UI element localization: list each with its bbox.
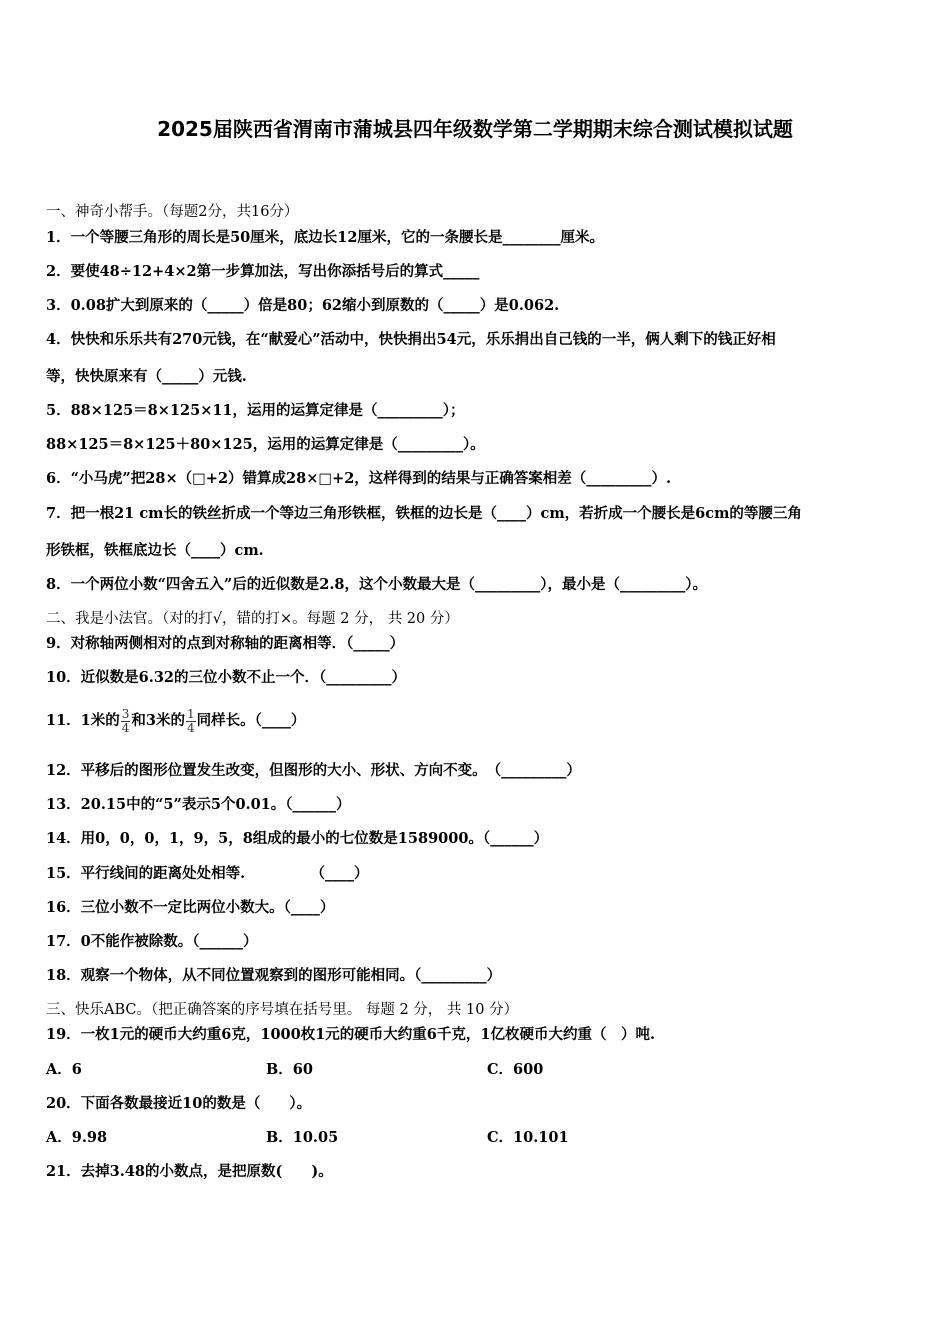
question-12: 12．平移后的图形位置发生改变，但图形的大小、形状、方向不变。 （_________） [46, 762, 581, 779]
section-heading-3: 三、快乐ABC。（把正确答案的序号填在括号里。 每题 2 分， 共 10 分） [46, 1002, 519, 1018]
question-10: 10．近似数是6.32的三位小数不止一个．（_________） [46, 669, 406, 686]
fraction-three-quarters: $\frac{3}{4}$ [121, 706, 130, 735]
q20-option-a: A．9.98 [46, 1129, 108, 1146]
q19-option-a: A．6 [46, 1061, 82, 1078]
question-16: 16．三位小数不一定比两位小数大。（____） [46, 899, 335, 916]
question-5-line-1: 5．88×125＝8×125×11，运用的运算定律是（_________）； [46, 402, 465, 419]
question-11-middle: 和3米的 [131, 712, 186, 729]
question-11-prefix: 11．1米的 [46, 712, 120, 729]
question-5-line-2: 88×125＝8×125＋80×125，运用的运算定律是（_________）。 [46, 436, 485, 453]
section-heading-2: 二、我是小法官。（对的打√，错的打×。每题 2 分， 共 20 分） [46, 611, 459, 627]
question-19: 19．一枚1元的硬币大约重6克，1000枚1元的硬币大约重6千克，1亿枚硬币大约重（ ）吨. [46, 1026, 656, 1043]
question-6: 6．“小马虎”把28×（□+2）错算成28×□+2，这样得到的结果与正确答案相差（_________）. [46, 470, 672, 487]
question-11 [46, 706, 305, 736]
question-1: 1．一个等腰三角形的周长是50厘米，底边长12厘米，它的一条腰长是________厘米。 [46, 229, 604, 246]
question-7-line-1: 7．把一根21 cm长的铁丝折成一个等边三角形铁框，铁框的边长是（____）cm，若折成一个腰长是6cm的等腰三角 [46, 505, 802, 522]
question-4-line-1: 4．快快和乐乐共有270元钱，在“献爱心”活动中，快快捐出54元，乐乐捐出自己钱的一半，俩人剩下的钱正好相 [46, 331, 776, 348]
question-21: 21．去掉3.48的小数点，是把原数( )。 [46, 1163, 333, 1180]
q20-option-b: B．10.05 [266, 1129, 339, 1146]
question-17: 17．0不能作被除数。（______） [46, 933, 258, 950]
question-13: 13．20.15中的“5”表示5个0.01。（______） [46, 796, 351, 813]
question-9: 9．对称轴两侧相对的点到对称轴的距离相等．（_____） [46, 635, 405, 652]
question-7-line-2: 形铁框，铁框底边长（____）cm. [46, 542, 264, 559]
question-20: 20．下面各数最接近10的数是（ ）。 [46, 1095, 312, 1112]
page-title: 2025届陕西省渭南市蒲城县四年级数学第二学期期末综合测试模拟试题 [157, 117, 793, 141]
question-3: 3．0.08扩大到原来的（_____）倍是80；62缩小到原数的（_____）是0.062. [46, 297, 560, 314]
question-4-line-2: 等，快快原来有（_____）元钱. [46, 368, 247, 385]
q20-option-c: C．10.101 [487, 1129, 569, 1146]
question-11-suffix: 同样长。（____） [196, 712, 306, 729]
q19-option-c: C．600 [487, 1061, 544, 1078]
q19-option-b: B．60 [266, 1061, 313, 1078]
section-heading-1: 一、神奇小帮手。（每题2分，共16分） [46, 204, 299, 220]
fraction-one-quarter: $\frac{1}{4}$ [187, 706, 195, 735]
question-14: 14．用0，0，0，1，9，5，8组成的最小的七位数是1589000。（______） [46, 830, 549, 847]
question-15: 15．平行线间的距离处处相等. （____） [46, 865, 369, 882]
question-8: 8．一个两位小数“四舍五入”后的近似数是2.8，这个小数最大是（_________），最小是（_________）。 [46, 576, 707, 593]
question-2: 2．要使48÷12+4×2第一步算加法，写出你添括号后的算式_____ [46, 263, 480, 280]
question-18: 18．观察一个物体，从不同位置观察到的图形可能相同。（_________） [46, 967, 502, 984]
